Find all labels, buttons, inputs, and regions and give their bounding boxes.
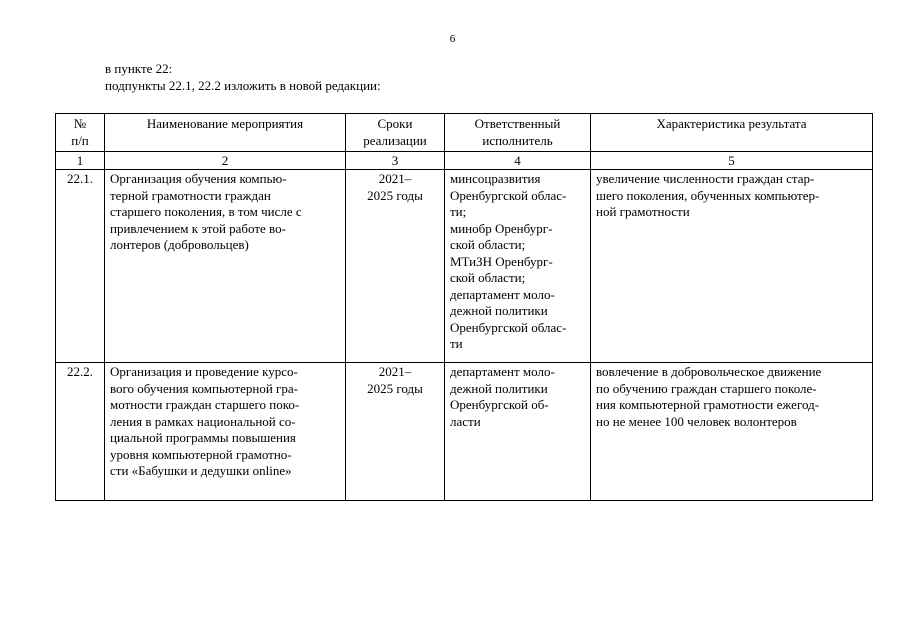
row-number-cell: 22.1. bbox=[56, 170, 105, 363]
measure-name-cell: Организация обучения компью- терной грамотности граждан старшего поколения, в том числе с привлечением к этой работе во- лонтеров (добровольцев) bbox=[105, 170, 346, 363]
page-number: 6 bbox=[449, 33, 456, 45]
header-result: Характеристика результата bbox=[591, 114, 873, 152]
header-name: Наименование мероприятия bbox=[105, 114, 346, 152]
intro-line-1: в пункте 22: bbox=[105, 61, 173, 76]
column-number: 3 bbox=[346, 152, 445, 170]
column-number: 4 bbox=[445, 152, 591, 170]
term-cell: 2021– 2025 годы bbox=[346, 170, 445, 363]
term-cell: 2021– 2025 годы bbox=[346, 363, 445, 501]
result-cell: увеличение численности граждан стар- шего поколения, обученных компьютер- ной грамотности bbox=[591, 170, 873, 363]
header-term: Сроки реализации bbox=[346, 114, 445, 152]
executor-cell: минсоцразвития Оренбургской облас- ти; минобр Оренбург- ской области; МТиЗН Оренбург- ской области; департамент моло- дежной политики Оренбургской облас- ти bbox=[445, 170, 591, 363]
column-number: 1 bbox=[56, 152, 105, 170]
measures-table bbox=[55, 113, 873, 501]
table-row bbox=[56, 170, 873, 363]
header-row bbox=[56, 114, 873, 152]
row-number-cell: 22.2. bbox=[56, 363, 105, 501]
header-num: № п/п bbox=[56, 114, 105, 152]
table-row bbox=[56, 363, 873, 501]
column-number-row bbox=[56, 152, 873, 170]
column-number: 2 bbox=[105, 152, 346, 170]
intro-line-2: подпункты 22.1, 22.2 изложить в новой редакции: bbox=[105, 78, 381, 93]
header-executor: Ответственный исполнитель bbox=[445, 114, 591, 152]
intro-text bbox=[105, 60, 381, 94]
measure-name-cell: Организация и проведение курсо- вого обучения компьютерной гра- мотности граждан старшего поко- ления в рамках национальной со- циальной программы повышения уровня компьютерной грамотно- сти «Бабушки и дедушки online» bbox=[105, 363, 346, 501]
executor-cell: департамент моло- дежной политики Оренбургской об- ласти bbox=[445, 363, 591, 501]
column-number: 5 bbox=[591, 152, 873, 170]
result-cell: вовлечение в добровольческое движение по обучению граждан старшего поколе- ния компьютерной грамотности ежегод- но не менее 100 человек волонтеров bbox=[591, 363, 873, 501]
